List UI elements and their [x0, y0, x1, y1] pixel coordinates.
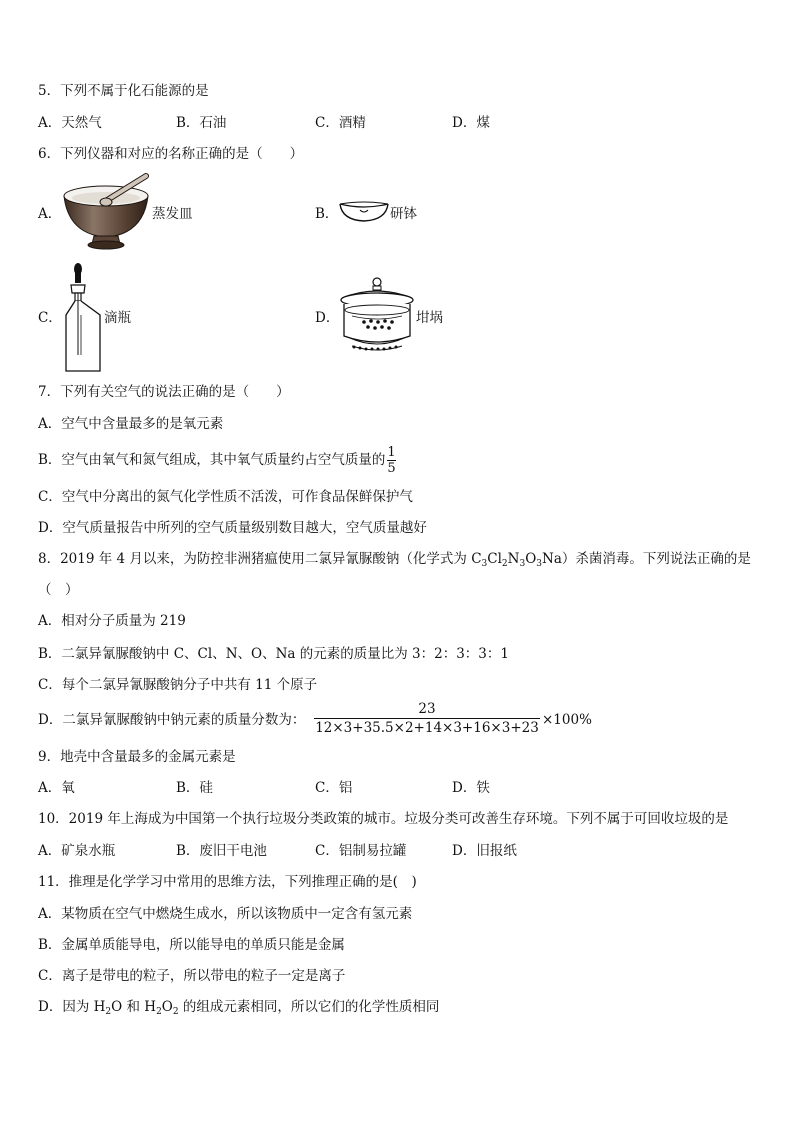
q7-option-c: C．空气中分离出的氮气化学性质不活泼，可作食品保鲜保护气 — [38, 489, 413, 505]
q6-stem: 6．下列仪器和对应的名称正确的是（ ） — [38, 146, 304, 162]
q5-option-c: C．酒精 — [315, 115, 366, 131]
q11-stem: 11．推理是化学学习中常用的思维方法，下列推理正确的是( ) — [38, 874, 417, 890]
subscript: 3 — [519, 559, 526, 569]
evaporating-dish-icon — [338, 198, 390, 224]
q10-option-d: D．旧报纸 — [452, 843, 517, 859]
fraction-denominator: 5 — [387, 461, 396, 476]
fraction-numerator: 1 — [387, 445, 396, 460]
q10-option-b: B．废旧干电池 — [176, 843, 267, 859]
formula-part: O — [525, 551, 537, 567]
q9-stem: 9．地壳中含量最多的金属元素是 — [38, 749, 236, 765]
subscript: 2 — [105, 1007, 112, 1017]
q11-option-b: B．金属单质能导电，所以能导电的单质只能是金属 — [38, 937, 345, 953]
q11-option-c: C．离子是带电的粒子，所以带电的粒子一定是离子 — [38, 968, 346, 984]
q9-options — [38, 778, 758, 798]
crucible-icon — [338, 276, 416, 354]
q5-options — [38, 113, 758, 133]
q6-option-b-letter: B． — [315, 206, 339, 222]
q8-option-a: A．相对分子质量为 219 — [38, 613, 186, 629]
q10-options — [38, 841, 758, 861]
q8-stem — [38, 549, 751, 569]
q9-option-d: D．铁 — [452, 780, 490, 796]
q8-option-c: C．每个二氯异氰脲酸钠分子中共有 11 个原子 — [38, 677, 318, 693]
subscript: 3 — [481, 559, 488, 569]
q7-option-a: A．空气中含量最多的是氧元素 — [38, 416, 224, 432]
q7-option-b-text: B．空气由氧气和氮气组成，其中氧气质量约占空气质量的 — [38, 452, 386, 468]
q6-option-a-letter: A． — [38, 206, 62, 222]
formula-part: Na — [542, 551, 562, 567]
q9-option-a: A．氧 — [38, 780, 75, 796]
formula-part: O — [161, 999, 173, 1015]
q6-option-d-letter: D． — [315, 310, 340, 326]
q8-option-b: B．二氯异氰脲酸钠中 C、Cl、N、O、Na 的元素的质量比为 3：2：3：3：1 — [38, 646, 509, 662]
formula-part: Cl — [487, 551, 502, 567]
q8-option-d-fraction — [314, 700, 540, 737]
q9-option-c: C．铝 — [315, 780, 353, 796]
q5-option-a: A．天然气 — [38, 115, 102, 131]
subscript: 2 — [501, 559, 508, 569]
q5-stem: 5．下列不属于化石能源的是 — [38, 83, 209, 99]
q8-stem-text-end: ）杀菌消毒。下列说法正确的是 — [561, 551, 751, 567]
q6-option-c-letter: C． — [38, 310, 62, 326]
q8-option-d-text: D．二氯异氰脲酸钠中钠元素的质量分数为： — [38, 712, 306, 728]
q7-stem: 7．下列有关空气的说法正确的是（ ） — [38, 384, 290, 400]
subscript: 2 — [156, 1007, 162, 1017]
formula-part: O 和 H — [111, 999, 157, 1015]
q8-option-d-percent: ×100% — [542, 712, 592, 728]
q7-option-b — [38, 442, 396, 478]
q8-stem-line2: （ ） — [38, 582, 79, 598]
q11-option-d — [38, 997, 439, 1017]
q9-option-b: B．硅 — [176, 780, 213, 796]
q11-option-d-text-end: 的组成元素相同，所以它们的化学性质相同 — [178, 999, 440, 1015]
q5-option-b: B．石油 — [176, 115, 227, 131]
q6-option-d-name: 坩埚 — [416, 310, 443, 326]
q11-option-d-text: D．因为 H — [38, 999, 106, 1015]
fraction-denominator: 12×3+35.5×2+14×3+16×3+23 — [315, 720, 539, 736]
q10-option-a: A．矿泉水瓶 — [38, 843, 116, 859]
q8-stem-text: 8．2019 年 4 月以来，为防控非洲猪瘟使用二氯异氰脲酸钠（化学式为 C — [38, 551, 482, 567]
q6-option-c-name: 滴瓶 — [104, 310, 131, 326]
q7-option-d: D．空气质量报告中所列的空气质量级别数目越大，空气质量越好 — [38, 520, 427, 536]
q6-option-a-name: 蒸发皿 — [152, 206, 193, 222]
q10-option-c: C．铝制易拉罐 — [315, 843, 407, 859]
subscript: 3 — [536, 559, 543, 569]
q10-stem: 10．2019 年上海成为中国第一个执行垃圾分类政策的城市。垃圾分类可改善生存环境。下列不属于可回收垃圾的是 — [38, 811, 729, 827]
fraction-numerator: 23 — [418, 701, 436, 717]
formula-part: N — [507, 551, 520, 567]
subscript: 2 — [172, 1007, 179, 1017]
q5-option-d: D．煤 — [452, 115, 490, 131]
dropper-bottle-icon — [62, 257, 104, 373]
fraction-one-fifth — [387, 445, 395, 476]
q11-option-a: A．某物质在空气中燃烧生成水，所以该物质中一定含有氢元素 — [38, 906, 413, 922]
q6-option-b-name: 研钵 — [390, 206, 417, 222]
mortar-and-pestle-icon — [60, 172, 152, 250]
